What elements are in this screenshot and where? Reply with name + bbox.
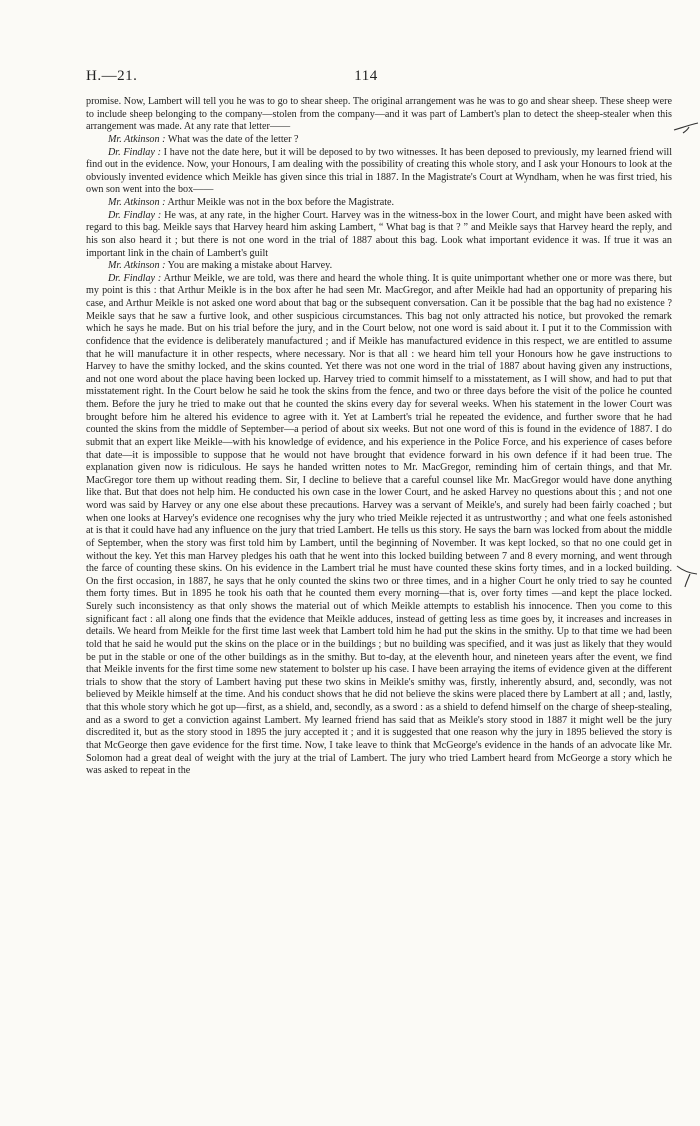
paragraph (86, 96, 672, 134)
speaker-label: Dr. Findlay : (108, 272, 162, 284)
paragraph-text: What was the date of the letter ? (167, 133, 299, 145)
page-header (86, 68, 646, 88)
document-reference: H.—21. (86, 68, 138, 84)
paragraph-text: I have not the date here, but it will be deposed to by two witnesses. It has been deposed to previously, my learned friend will find out in the evidence. Now, your Honours, I am dealing with the possibility of creating this whole story, and I ask your Honours to look at the obviously invented evidence which Meikle has given since this trial in 1887. In the Magistrate's Court at Wyndham, when he was first tried, his own son went into the box—— (86, 146, 673, 196)
paragraph (86, 260, 672, 273)
paragraph-text: promise. Now, Lambert will tell you he was to go to shear sheep. The original arrangement was he was to go and shear sheep. These sheep were to include sheep belonging to the company—stolen from the company—and it was part of Lambert's plan to detect the sheep-stealer when this arrangement was made. At any rate that letter—— (86, 96, 672, 133)
paragraph-text: He was, at any rate, in the higher Court. Harvey was in the witness-box in the lower Court, and might have been asked with regard to this bag. Meikle says that Harvey heard him asking Lambert, “ What bag is that ? ” and Meikle says that Harvey heard the reply, and his son also heard it ; but there is not one word in the trial of 1887 about this bag. Look what important evidence it was. If true it was an important link in the chain of Lambert's guilt (86, 209, 672, 259)
margin-pencil-mark (673, 118, 699, 136)
speaker-label: Mr. Atkinson : (108, 133, 166, 145)
document-body (86, 96, 672, 778)
paragraph (86, 134, 672, 147)
paragraph (86, 273, 672, 778)
paragraph (86, 210, 672, 261)
margin-pencil-mark (676, 562, 698, 588)
paragraph-text: You are making a mistake about Harvey. (167, 260, 333, 272)
speaker-label: Dr. Findlay : (108, 146, 161, 158)
paragraph-text: Arthur Meikle was not in the box before the Magistrate. (167, 197, 395, 208)
speaker-label: Mr. Atkinson : (108, 197, 166, 208)
paragraph (86, 197, 672, 210)
paragraph (86, 147, 672, 198)
speaker-label: Dr. Findlay : (108, 209, 162, 221)
page-number: 114 (354, 68, 378, 84)
speaker-label: Mr. Atkinson : (108, 260, 166, 272)
paragraph-text: Arthur Meikle, we are told, was there and heard the whole thing. It is quite unimportant whether one or more was there, but my point is this : that Arthur Meikle is in the box after he had seen Mr. MacGregor, and after Meikle had had an opportunity of preparing his case, and Arthur Meikle is not asked one word about that bag or the subsequent conversation. Can it be possible that the bag had no existence ? Meikle says that he saw a furtive look, and other suspicious circumstances. This bag not only attracted his notice, but provoked the remark which he says he made. But on his trial before the jury, and in the Court below, not one word is said about it. I put it to the Commission with confidence that the evidence is deliberately manufactured ; and if Meikle has manufactured evidence in this respect, we are entitled to assume that he will manufacture it in other respects, where necessary. Nor is that all : we heard him tell your Honours how he gave instructions to Harvey to have the smithy locked, and the skins counted. Yet there was not one word in the trial of 1887 about having given any instructions, and not one word about the place having been locked up. Harvey tried to commit himself to a misstatement, as I will show, and had to put that misstatement right. In the Court below he said he took the skins from the fence, and two or three days before the visit of the police he counted them. Before the jury he tried to make out that he counted the skins every day for several weeks. When his statement in the lower Court was brought before him he altered his evidence to agree with it. Yet at Lambert's trial he repeated the evidence, and further swore that he had counted the skins from the middle of September—a period of about six weeks. But not one word of this is found in the evidence of 1887. I do submit that an expert like Meikle—with his knowledge of evidence, and his experience in the Police Force, and his experience of cases before that date—it is impossible to suppose that he would not have brought that evidence forward in his own defence if it had been true. The explanation given now is ridiculous. He says he handed written notes to Mr. MacGregor, reminding him of certain things, and that Mr. MacGregor tore them up without reading them. Sir, I decline to believe that a careful counsel like Mr. MacGregor would have done anything like that. But that does not help him. He conducted his own case in the lower Court, and he asked Harvey no questions about this ; and not one word was said by Harvey or any one else about these precautions. Harvey was a servant of Meikle's, and surely had been fairly coached ; but when one looks at Harvey's evidence one recognises why the jury who tried Meikle rejected it as untrustworthy ; and what one feels astonished at is that it could have had any influence on the jury that tried Lambert. He tells us this story. He says the barn was locked from about the middle of September, when the story was first told him by Lambert, until the beginning of November. It was kept locked, so that no one could get in without the key. Yet this man Harvey pledges his oath that he went into this locked building between 7 and 8 every morning, and went through the farce of counting these skins. On his evidence in the Lambert trial he must have counted these skins forty times, and in a locked building. On the first occasion, in 1887, he says that he only counted the skins two or three times, and in a higher Court he only tried to say he counted them forty times. But in 1895 he took his oath that he counted them every morning—that is, over forty times —and kept the place locked. Surely such inconsistency as that only shows the material out of which Meikle attempts to establish his innocence. Then you come to this significant fact : all along one finds that the evidence that Meikle adduces, instead of getting less as time goes by, it increases and increases in details. We heard from Meikle for the first time last week that Lambert told him he had put the skins in the smithy. Up to that time we had been told that he said he would put the skins on the place or in the buildings ; but no building was specified, and it was just as likely that they would be put in the stable or one of the other buildings as in the smithy. But to-day, at the eleventh hour, and nineteen years after the event, we find that Meikle invents for the first time some new statement to bolster up his case. I have been arraying the items of evidence given at the different trials to show that the story of Lambert having put these two skins in Meikle's smithy was, firstly, inherently absurd, and, secondly, was not believed by Meikle himself at the time. And his conduct shows that he did not believe the skins were placed there by Lambert at all ; and, lastly, that this whole story which he got up—first, as a shield, and, secondly, as a sword : as a shield to defend himself on the charge of sheep-stealing, and as a sword to get a conviction against Lambert. My learned friend has said that as Meikle's story stood in 1887 it might well be the jury discredited it, but as the story stood in 1895 the jury accepted it ; and it is suggested that one reason why the jury in 1895 believed the story is that McGeorge then gave evidence for the first time. Now, I take leave to think that McGeorge's evidence in the hands of an advocate like Mr. Solomon had a great deal of weight with the jury at the trial of Lambert. The jury who tried Lambert heard from McGeorge a story which he was asked to repeat in the (86, 272, 672, 777)
